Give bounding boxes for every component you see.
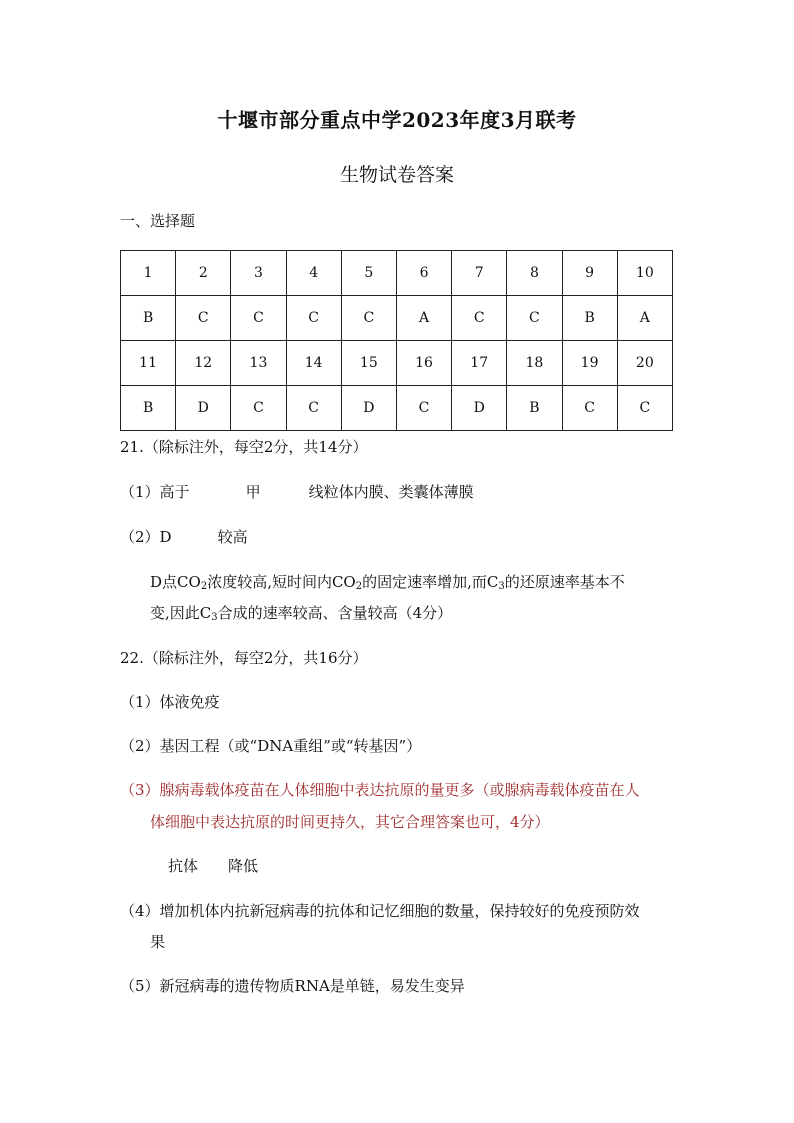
question-number-cell: 1 xyxy=(121,251,176,296)
answer-row xyxy=(121,296,673,341)
question-number-cell: 13 xyxy=(231,341,286,386)
q22-part4-line2: 果 xyxy=(150,933,166,951)
page-subtitle: 生物试卷答案 xyxy=(339,164,454,186)
subscript: 2 xyxy=(355,581,363,592)
answer-cell: C xyxy=(396,386,451,431)
q21-part1-answer-a: 高于 xyxy=(159,483,190,501)
q21-part2-answer-b: 较高 xyxy=(217,528,248,546)
question-number-cell: 12 xyxy=(176,341,231,386)
answer-cell: C xyxy=(562,386,617,431)
question-number-cell: 8 xyxy=(507,251,562,296)
q21-part2 xyxy=(120,530,248,545)
text-segment: 浓度较高,短时间内CO xyxy=(207,573,356,591)
answer-cell: B xyxy=(562,296,617,341)
q22-part3-answers xyxy=(168,859,258,874)
subscript: 2 xyxy=(200,581,208,592)
answer-cell: C xyxy=(286,386,341,431)
question-number-cell: 9 xyxy=(562,251,617,296)
answer-cell: D xyxy=(341,386,396,431)
q21-part2-number: （2） xyxy=(120,528,160,546)
q21-part1-answer-c: 线粒体内膜、类囊体薄膜 xyxy=(308,483,474,501)
answer-cell: D xyxy=(452,386,507,431)
question-number-cell: 11 xyxy=(121,341,176,386)
answer-cell: B xyxy=(121,386,176,431)
question-number-cell: 17 xyxy=(452,341,507,386)
q22-part3-line2: 体细胞中表达抗原的时间更持久，其它合理答案也可，4分） xyxy=(150,813,550,831)
question-number-cell: 5 xyxy=(341,251,396,296)
answer-cell: A xyxy=(396,296,451,341)
page-title: 十堰市部分重点中学2023年度3月联考 xyxy=(217,108,577,132)
question-number-cell: 3 xyxy=(231,251,286,296)
question-number-cell: 19 xyxy=(562,341,617,386)
answer-cell: C xyxy=(507,296,562,341)
q21-part1-answer-b: 甲 xyxy=(245,483,261,501)
question-number-cell: 18 xyxy=(507,341,562,386)
question-number-cell: 20 xyxy=(617,341,672,386)
question-number-row xyxy=(121,251,673,296)
q22-part3-answer-b: 降低 xyxy=(228,857,259,875)
question-number-cell: 2 xyxy=(176,251,231,296)
answer-cell: C xyxy=(176,296,231,341)
q22-heading: 22.（除标注外，每空2分，共16分） xyxy=(120,649,368,667)
question-number-cell: 6 xyxy=(396,251,451,296)
q22-part5: （5）新冠病毒的遗传物质RNA是单链，易发生变异 xyxy=(120,977,465,995)
text-segment: 合成的速率较高、含量较高（4分） xyxy=(217,604,453,622)
text-segment: 的还原速率基本不 xyxy=(504,573,625,591)
question-number-cell: 16 xyxy=(396,341,451,386)
q21-part2-explanation-line2 xyxy=(150,606,452,621)
answer-cell: B xyxy=(507,386,562,431)
question-number-cell: 4 xyxy=(286,251,341,296)
answer-row xyxy=(121,386,673,431)
q21-part1-number: （1） xyxy=(120,483,160,501)
question-number-cell: 14 xyxy=(286,341,341,386)
q22-part3-answer-a: 抗体 xyxy=(168,857,199,875)
question-number-cell: 10 xyxy=(617,251,672,296)
answer-cell: A xyxy=(617,296,672,341)
answer-cell: D xyxy=(176,386,231,431)
answer-cell: C xyxy=(452,296,507,341)
section-heading-choice: 一、选择题 xyxy=(120,212,196,230)
q21-part1 xyxy=(120,485,474,500)
q22-part2: （2）基因工程（或“DNA重组”或“转基因”） xyxy=(120,737,422,755)
text-segment: 的固定速率增加,而C xyxy=(362,573,499,591)
answer-cell: C xyxy=(286,296,341,341)
q22-part1: （1）体液免疫 xyxy=(120,693,220,711)
text-segment: D点CO xyxy=(150,573,201,591)
answer-table xyxy=(120,250,673,431)
answer-cell: C xyxy=(617,386,672,431)
question-number-row xyxy=(121,341,673,386)
q21-heading: 21.（除标注外，每空2分，共14分） xyxy=(120,438,368,456)
answer-cell: C xyxy=(231,296,286,341)
q22-part3-line1: （3）腺病毒载体疫苗在人体细胞中表达抗原的量更多（或腺病毒载体疫苗在人 xyxy=(120,781,640,799)
answer-cell: C xyxy=(341,296,396,341)
answer-cell: C xyxy=(231,386,286,431)
q21-part2-answer-a: D xyxy=(159,528,172,546)
question-number-cell: 7 xyxy=(452,251,507,296)
q22-part4-line1: （4）增加机体内抗新冠病毒的抗体和记忆细胞的数量，保持较好的免疫预防效 xyxy=(120,902,640,920)
q21-part2-explanation-line1 xyxy=(150,575,625,590)
text-segment: 变,因此C xyxy=(150,604,212,622)
answer-cell: B xyxy=(121,296,176,341)
question-number-cell: 15 xyxy=(341,341,396,386)
subscript: 3 xyxy=(498,581,505,592)
subscript: 3 xyxy=(211,612,218,623)
